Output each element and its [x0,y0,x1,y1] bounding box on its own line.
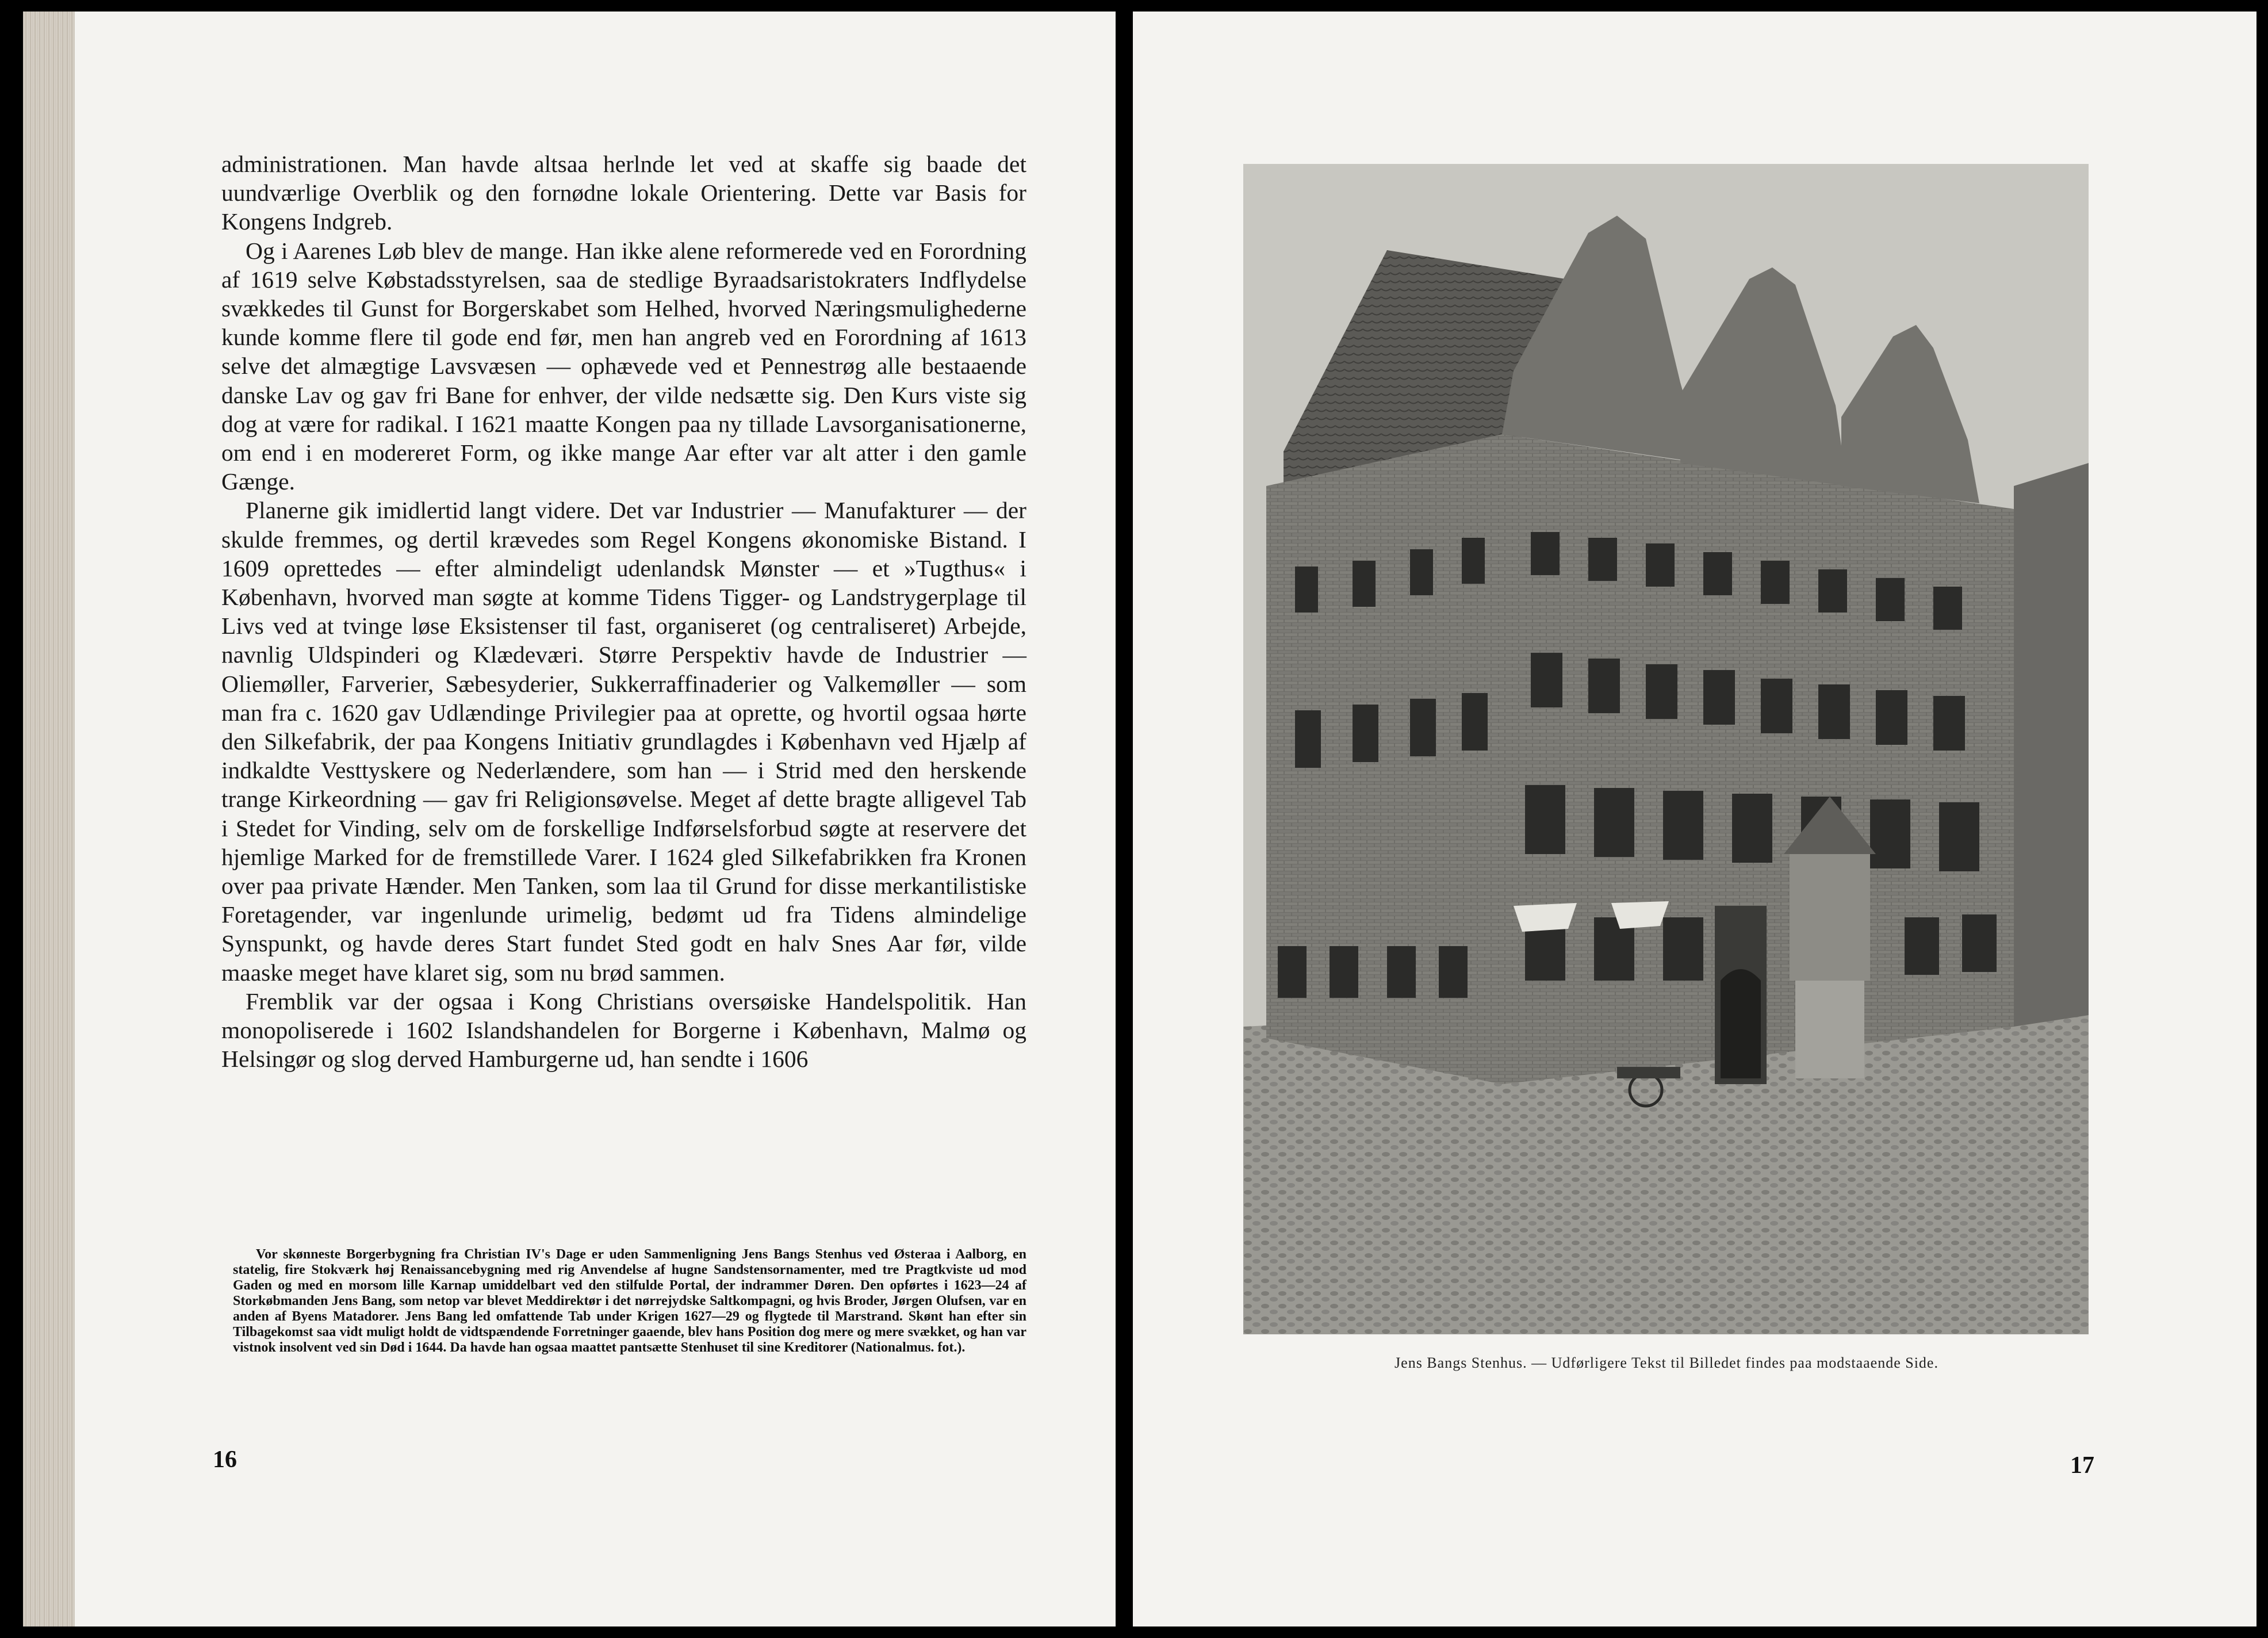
right-page [1133,12,2256,1626]
body-text [221,150,1026,1074]
paragraph-2: Og i Aarenes Løb blev de mange. Han ikke alene reformerede ved en Forordning af 1619 selve Købstadsstyrelsen, saa de stedlige Byraadsaristokraters Indflydelse svækkedes til Gunst for Borgerskabet som Helhed, hvorved Næringsmulighederne kunde komme flere til gode end før, men han angreb ved en Forordning af 1613 selve det almægtige Lavsvæsen — ophævede ved et Pennestrøg alle bestaaende danske Lav og gav fri Bane for enhver, der vilde nedsætte sig. Den Kurs viste sig dog at være for radikal. I 1621 maatte Kongen paa ny tillade Lavsorganisationerne, om end i en modereret Form, og ikke mange Aar efter var alt atter i den gamle Gænge. [221,237,1026,495]
page-edge [23,12,75,1626]
paragraph-3: Planerne gik imidlertid langt videre. Det var Industrier — Manufakturer — der skulde fremmes, og dertil krævedes som Regel Kongens økonomiske Bistand. I 1609 oprettedes — efter almindeligt udenlandsk Mønster — et »Tugthus« i København, hvorved man søgte at komme Tidens Tigger- og Landstrygerplage til Livs ved at tvinge løse Eksistenser til fast, organiseret (og centraliseret) Arbejde, navnlig Uldspinderi og Klædeværi. Større Perspektiv havde de Industrier — Oliemøller, Farverier, Sæbesyderier, Sukkerraffinaderier og Valkemøller — som man fra c. 1620 gav Udlændinge Privilegier paa at oprette, og hvortil ogsaa hørte den Silkefabrik, der paa Kongens Initiativ grundlagdes i København ved Hjælp af indkaldte Vesttyskere og Nederlændere, som han — i Strid med den herskende trange Kirkeordning — gav fri Religionsøvelse. Meget af dette bragte alligevel Tab i Stedet for Vinding, selv om de forskellige Indførselsforbud søgte at reservere det hjemlige Marked for de fremstillede Varer. I 1624 gled Silkefabrikken fra Kronen over paa private Hænder. Men Tanken, som laa til Grund for disse merkantilistiske Foretagender, var ingenlunde urimelig, bedømt ud fra Tidens almindelige Synspunkt, og havde deres Start fundet Sted godt en halv Snes Aar før, vilde maaske meget have klaret sig, som nu brød sammen. [221,497,1026,986]
photo-caption: Jens Bangs Stenhus. — Udførligere Tekst til Billedet findes paa modstaaende Side. [1394,1354,1938,1371]
left-page [23,12,1116,1626]
paragraph-1: administrationen. Man havde altsaa herlnde let ved at skaffe sig baade det uundværlige Overblik og den fornødne lokale Orientering. Dette var Basis for Kongens Indgreb. [221,151,1026,235]
page-number-left: 16 [213,1446,237,1473]
photo-caption-detailed: Vor skønneste Borgerbygning fra Christian IV's Dage er uden Sammenligning Jens Bangs Stenhus ved Østeraa i Aalborg, en statelig, fire Stokværk høj Renaissancebygning med rig Anvendelse af hugne Sandstensornamenter, med tre Pragtkviste ud mod Gaden og med en morsom lille Karnap umiddelbart ved den stilfulde Portal, der indrammer Døren. Den opførtes i 1623—24 af Storkøbmanden Jens Bang, som netop var blevet Meddirektør i det nørrejydske Saltkompagni, og hvis Broder, Jørgen Olufsen, var en anden af Byens Matadorer. Jens Bang led omfattende Tab under Krigen 1627—29 og flygtede til Marstrand. Skønt han efter sin Tilbagekomst saa vidt muligt holdt de vidtspændende Forretninger gaaende, blev hans Position dog mere og mere svækket, og han var vistnok insolvent ved sin Død i 1644. Da havde han ogsaa maattet pantsætte Stenhuset til sine Kreditorer (Nationalmus. fot.). [233,1247,1026,1355]
building-photo [1243,164,2089,1334]
page-number-right: 17 [2070,1452,2094,1479]
paragraph-4: Fremblik var der ogsaa i Kong Christians oversøiske Handelspolitik. Han monopoliserede i 1602 Islandshandelen for Borgerne i København, Malmø og Helsingør og slog derved Hamburgerne ud, han sendte i 1606 [221,988,1026,1073]
